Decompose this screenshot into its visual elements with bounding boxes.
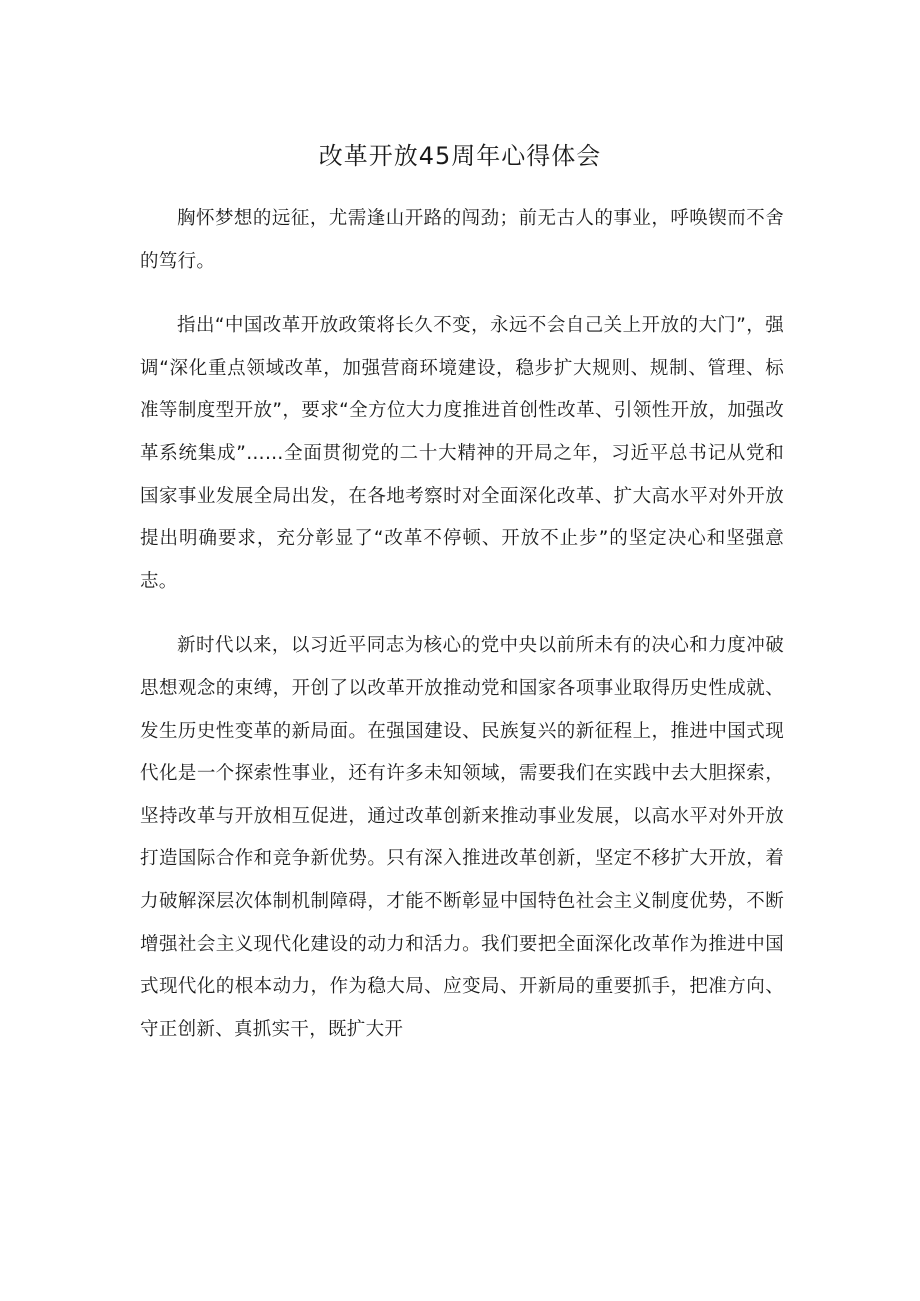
paragraph-3: 新时代以来，以习近平同志为核心的党中央以前所未有的决心和力度冲破思想观念的束缚，开创了以改革开放推动党和国家各项事业取得历史性成就、发生历史性变革的新局面。在强国建设、民族复兴的新征程上，推进中国式现代化是一个探索性事业，还有许多未知领域，需要我们在实践中去大胆探索，坚持改革与开放相互促进，通过改革创新来推动事业发展，以高水平对外开放打造国际合作和竞争新优势。只有深入推进改革创新，坚定不移扩大开放，着力破解深层次体制机制障碍，才能不断彰显中国特色社会主义制度优势，不断增强社会主义现代化建设的动力和活力。我们要把全面深化改革作为推进中国式现代化的根本动力，作为稳大局、应变局、开新局的重要抓手，把准方向、守正创新、真抓实干，既扩大开 xyxy=(140,635,784,1040)
paragraph-1: 胸怀梦想的远征，尤需逢山开路的闯劲；前无古人的事业，呼唤锲而不舍的笃行。 xyxy=(140,208,784,272)
document-title: 改革开放45周年心得体会 xyxy=(318,142,602,170)
paragraph-2: 指出“中国改革开放政策将长久不变，永远不会自己关上开放的大门”，强调“深化重点领域改革，加强营商环境建设，稳步扩大规则、规制、管理、标准等制度型开放”，要求“全方位大力度推进首创性改革、引领性开放，加强改革系统集成”……全面贯彻党的二十大精神的开局之年，习近平总书记从党和国家事业发展全局出发，在各地考察时对全面深化改革、扩大高水平对外开放提出明确要求，充分彰显了“改革不停顿、开放不止步”的坚定决心和坚强意志。 xyxy=(140,315,784,592)
document-body xyxy=(140,198,784,1051)
